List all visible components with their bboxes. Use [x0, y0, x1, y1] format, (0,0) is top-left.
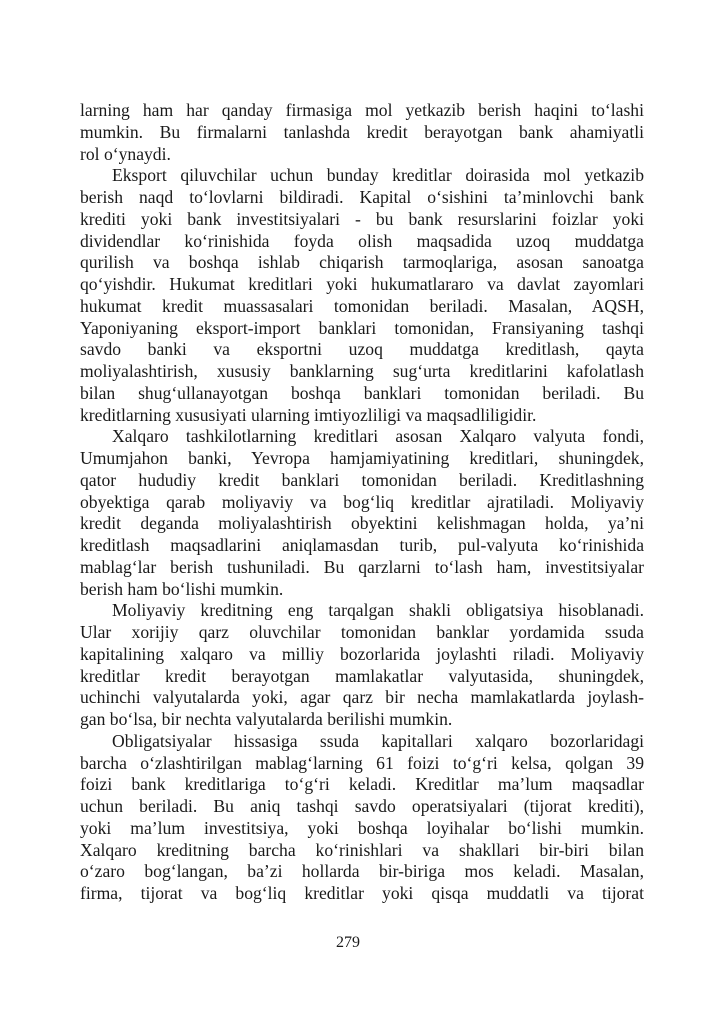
text-line: obyektiga qarab moliyaviy va bog‘liq kreditlar ajratiladi. Moliyaviy [80, 491, 644, 512]
text-line: berish ham bo‘lishi mumkin. [80, 578, 284, 599]
text-line: qator hududiy kredit banklari tomonidan beriladi. Kreditlashning [80, 469, 644, 490]
page-body-text [80, 100, 644, 905]
text-line: o‘zaro bog‘langan, ba’zi hollarda bir-biriga mos keladi. Masalan, [80, 861, 644, 882]
text-line: yoki ma’lum investitsiya, yoki boshqa loyihalar bo‘lishi mumkin. [80, 817, 644, 838]
text-line: gan bo‘lsa, bir nechta valyutalarda berilishi mumkin. [80, 709, 453, 729]
text-line: rol o‘ynaydi. [80, 143, 171, 164]
paragraph [80, 426, 644, 600]
text-line: kreditlash maqsadlarini aniqlamasdan turib, pul-valyuta ko‘rinishida [80, 535, 644, 555]
text-line: foizi bank kreditlariga to‘g‘ri keladi. Kreditlar ma’lum maqsadlar [80, 774, 644, 795]
text-line: uchinchi valyutalarda yoki, agar qarz bir necha mamlakatlarda joylash- [80, 687, 644, 708]
text-line: Xalqaro kreditning barcha ko‘rinishlari va shakllari bir-biri bilan [80, 839, 644, 860]
text-line: kreditlarning xususiyati ularning imtiyozliligi va maqsadliligidir. [80, 404, 537, 425]
text-line: firma, tijorat va bog‘liq kreditlar yoki qisqa muddatli va tijorat [80, 883, 644, 903]
text-line: larning ham har qanday firmasiga mol yetkazib berish haqini to‘lashi [80, 100, 644, 120]
text-line: qo‘yishdir. Hukumat kreditlari yoki hukumatlararo va davlat zayomlari [80, 274, 644, 294]
text-line: savdo banki va eksportni uzoq muddatga kreditlash, qayta [80, 339, 644, 360]
text-line: dividendlar ko‘rinishida foyda olish maqsadida uzoq muddatga [80, 230, 644, 251]
text-line: krediti yoki bank investitsiyalari - bu bank resurslarini foizlar yoki [80, 208, 644, 229]
text-line: hukumat kredit muassasalari tomonidan beriladi. Masalan, AQSH, [80, 295, 644, 316]
text-line: mablag‘lar berish tushuniladi. Bu qarzlarni to‘lash ham, investitsiyalar [80, 556, 644, 577]
text-line: barcha o‘zlashtirilgan mablag‘larning 61 foizi to‘g‘ri kelsa, qolgan 39 [80, 752, 644, 773]
text-line: kapitalining xalqaro va milliy bozorlarida joylashti riladi. Moliyaviy [80, 643, 644, 664]
text-line: kreditlar kredit berayotgan mamlakatlar valyutasida, shuningdek, [80, 665, 644, 686]
page-number: 279 [336, 934, 360, 951]
text-line: Obligatsiyalar hissasiga ssuda kapitallari xalqaro bozorlaridagi [112, 730, 644, 751]
text-line: Xalqaro tashkilotlarning kreditlari asosan Xalqaro valyuta fondi, [112, 426, 644, 447]
paragraph [80, 100, 644, 165]
text-line: Yaponiyaning eksport-import banklari tomonidan, Fransiyaning tashqi [80, 317, 644, 338]
paragraph [80, 600, 644, 731]
paragraph [80, 731, 644, 905]
text-line: Eksport qiluvchilar uchun bunday kreditlar doirasida mol yetkazib [112, 165, 644, 186]
text-line: kredit deganda moliyalashtirish obyektini kelishmagan holda, ya’ni [80, 513, 644, 534]
text-line: qurilish va boshqa ishlab chiqarish tarmoqlariga, asosan sanoatga [80, 252, 644, 273]
text-line: Umumjahon banki, Yevropa hamjamiyatining kreditlari, shuningdek, [80, 448, 644, 468]
text-line: berish naqd to‘lovlarni bildiradi. Kapital o‘sishini ta’minlovchi bank [80, 187, 644, 207]
text-line: Ular xorijiy qarz oluvchilar tomonidan banklar yordamida ssuda [80, 622, 644, 642]
text-line: mumkin. Bu firmalarni tanlashda kredit berayotgan bank ahamiyatli [80, 121, 644, 142]
text-line: bilan shug‘ullanayotgan boshqa banklari tomonidan beriladi. Bu [80, 382, 644, 403]
text-line: Moliyaviy kreditning eng tarqalgan shakli obligatsiya hisoblanadi. [112, 600, 644, 621]
paragraph [80, 165, 644, 426]
text-line: uchun beriladi. Bu aniq tashqi savdo operatsiyalari (tijorat krediti), [80, 796, 644, 816]
text-line: moliyalashtirish, xususiy banklarning sug‘urta kreditlarini kafolatlash [80, 361, 644, 381]
